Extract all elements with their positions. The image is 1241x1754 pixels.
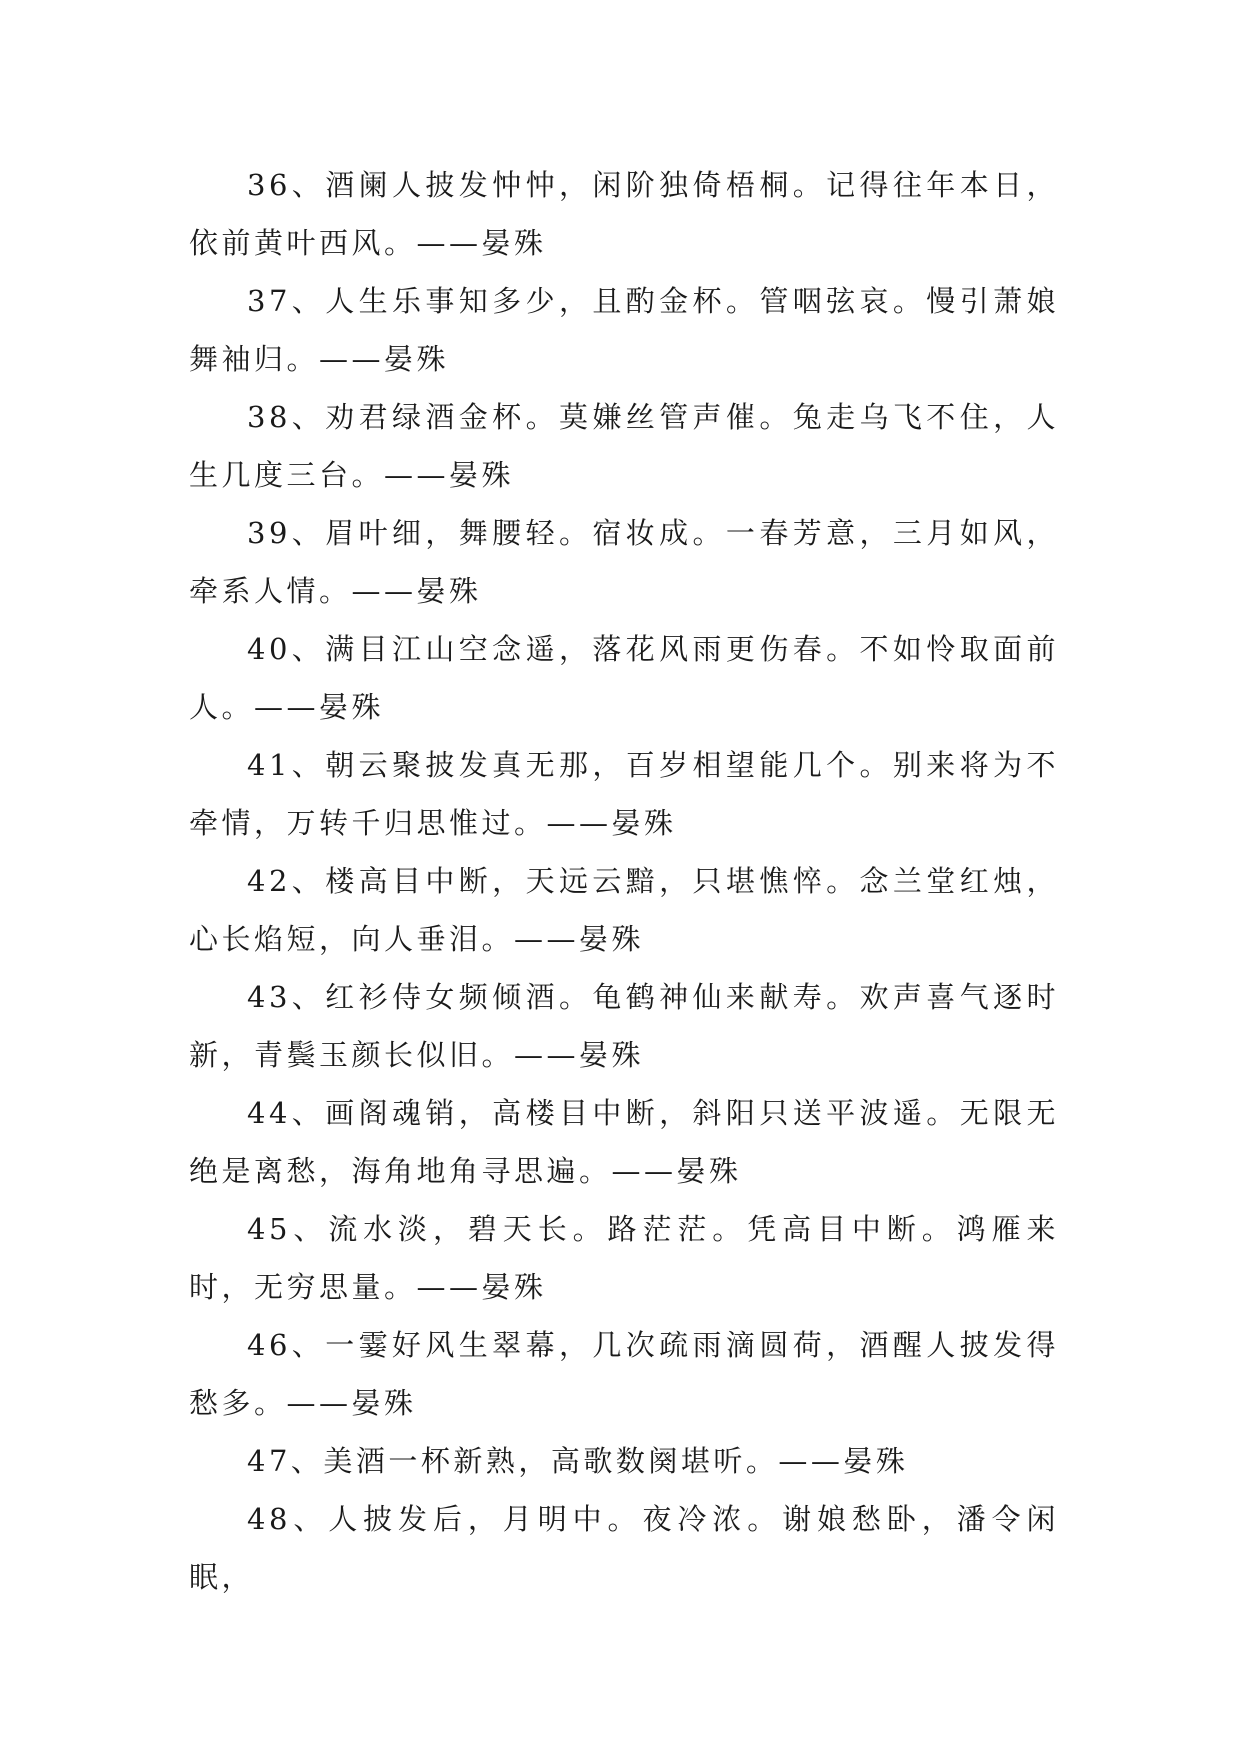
poem-quote-38: 38、劝君绿酒金杯。莫嫌丝管声催。兔走乌飞不住，人生几度三台。——晏殊 (189, 400, 1059, 492)
poem-quote-37: 37、人生乐事知多少，且酌金杯。管咽弦哀。慢引萧娘舞袖归。——晏殊 (189, 284, 1059, 376)
poem-quote-46: 46、一霎好风生翠幕，几次疏雨滴圆荷，酒醒人披发得愁多。——晏殊 (189, 1328, 1059, 1420)
poem-quote-36: 36、酒阑人披发忡忡，闲阶独倚梧桐。记得往年本日，依前黄叶西风。——晏殊 (189, 168, 1059, 260)
poem-quote-48: 48、人披发后，月明中。夜冷浓。谢娘愁卧，潘令闲眠， (189, 1502, 1059, 1594)
poem-quote-39: 39、眉叶细，舞腰轻。宿妆成。一春芳意，三月如风，牵系人情。——晏殊 (189, 516, 1059, 608)
poem-quote-45: 45、流水淡，碧天长。路茫茫。凭高目中断。鸿雁来时，无穷思量。——晏殊 (189, 1212, 1059, 1304)
document-body (189, 156, 1059, 1606)
poem-quote-42: 42、楼高目中断，天远云黯，只堪憔悴。念兰堂红烛，心长焰短，向人垂泪。——晏殊 (189, 864, 1059, 956)
poem-quote-43: 43、红衫侍女频倾酒。龟鹤神仙来献寿。欢声喜气逐时新，青鬓玉颜长似旧。——晏殊 (189, 980, 1059, 1072)
poem-quote-41: 41、朝云聚披发真无那，百岁相望能几个。别来将为不牵情，万转千归思惟过。——晏殊 (189, 748, 1059, 840)
poem-quote-47: 47、美酒一杯新熟，高歌数阕堪听。——晏殊 (247, 1444, 909, 1478)
poem-quote-40: 40、满目江山空念遥，落花风雨更伤春。不如怜取面前人。——晏殊 (189, 632, 1059, 724)
poem-quote-44: 44、画阁魂销，高楼目中断，斜阳只送平波遥。无限无绝是离愁，海角地角寻思遍。——晏殊 (189, 1096, 1059, 1188)
